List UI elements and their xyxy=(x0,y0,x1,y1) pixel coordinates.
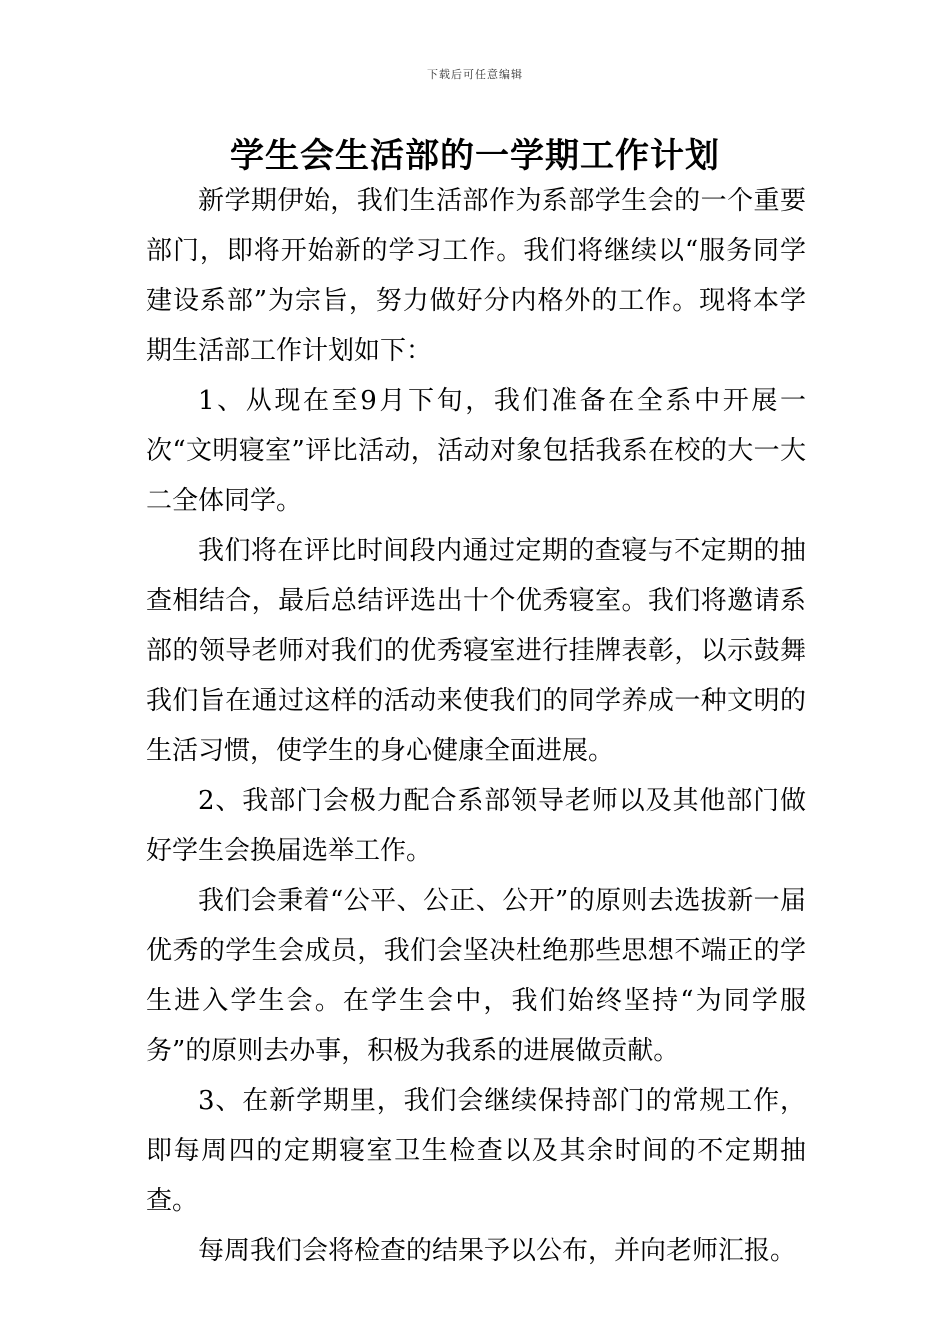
paragraph: 每周我们会将检查的结果予以公布，并向老师汇报。 xyxy=(198,1236,797,1266)
document-body xyxy=(146,176,806,1276)
paragraph: 2、我部门会极力配合系部领导老师以及其他部门做好学生会换届选举工作。 xyxy=(146,786,806,866)
paragraph: 3、在新学期里，我们会继续保持部门的常规工作，即每周四的定期寝室卫生检查以及其余时间的不定期抽查。 xyxy=(146,1086,806,1216)
document-title: 学生会生活部的一学期工作计划 xyxy=(230,136,720,176)
header-note: 下载后可任意编辑 xyxy=(427,68,523,81)
paragraph: 1、从现在至9月下旬，我们准备在全系中开展一次“文明寝室”评比活动，活动对象包括我系在校的大一大二全体同学。 xyxy=(146,386,806,516)
paragraph: 我们将在评比时间段内通过定期的查寝与不定期的抽查相结合，最后总结评选出十个优秀寝室。我们将邀请系部的领导老师对我们的优秀寝室进行挂牌表彰，以示鼓舞我们旨在通过这样的活动来使我们的同学养成一种文明的生活习惯，使学生的身心健康全面进展。 xyxy=(146,536,806,766)
paragraph: 新学期伊始，我们生活部作为系部学生会的一个重要部门，即将开始新的学习工作。我们将继续以“服务同学建设系部”为宗旨，努力做好分内格外的工作。现将本学期生活部工作计划如下： xyxy=(146,186,806,366)
paragraph: 我们会秉着“公平、公正、公开”的原则去选拔新一届优秀的学生会成员，我们会坚决杜绝那些思想不端正的学生进入学生会。在学生会中，我们始终坚持“为同学服务”的原则去办事，积极为我系的进展做贡献。 xyxy=(146,886,806,1066)
